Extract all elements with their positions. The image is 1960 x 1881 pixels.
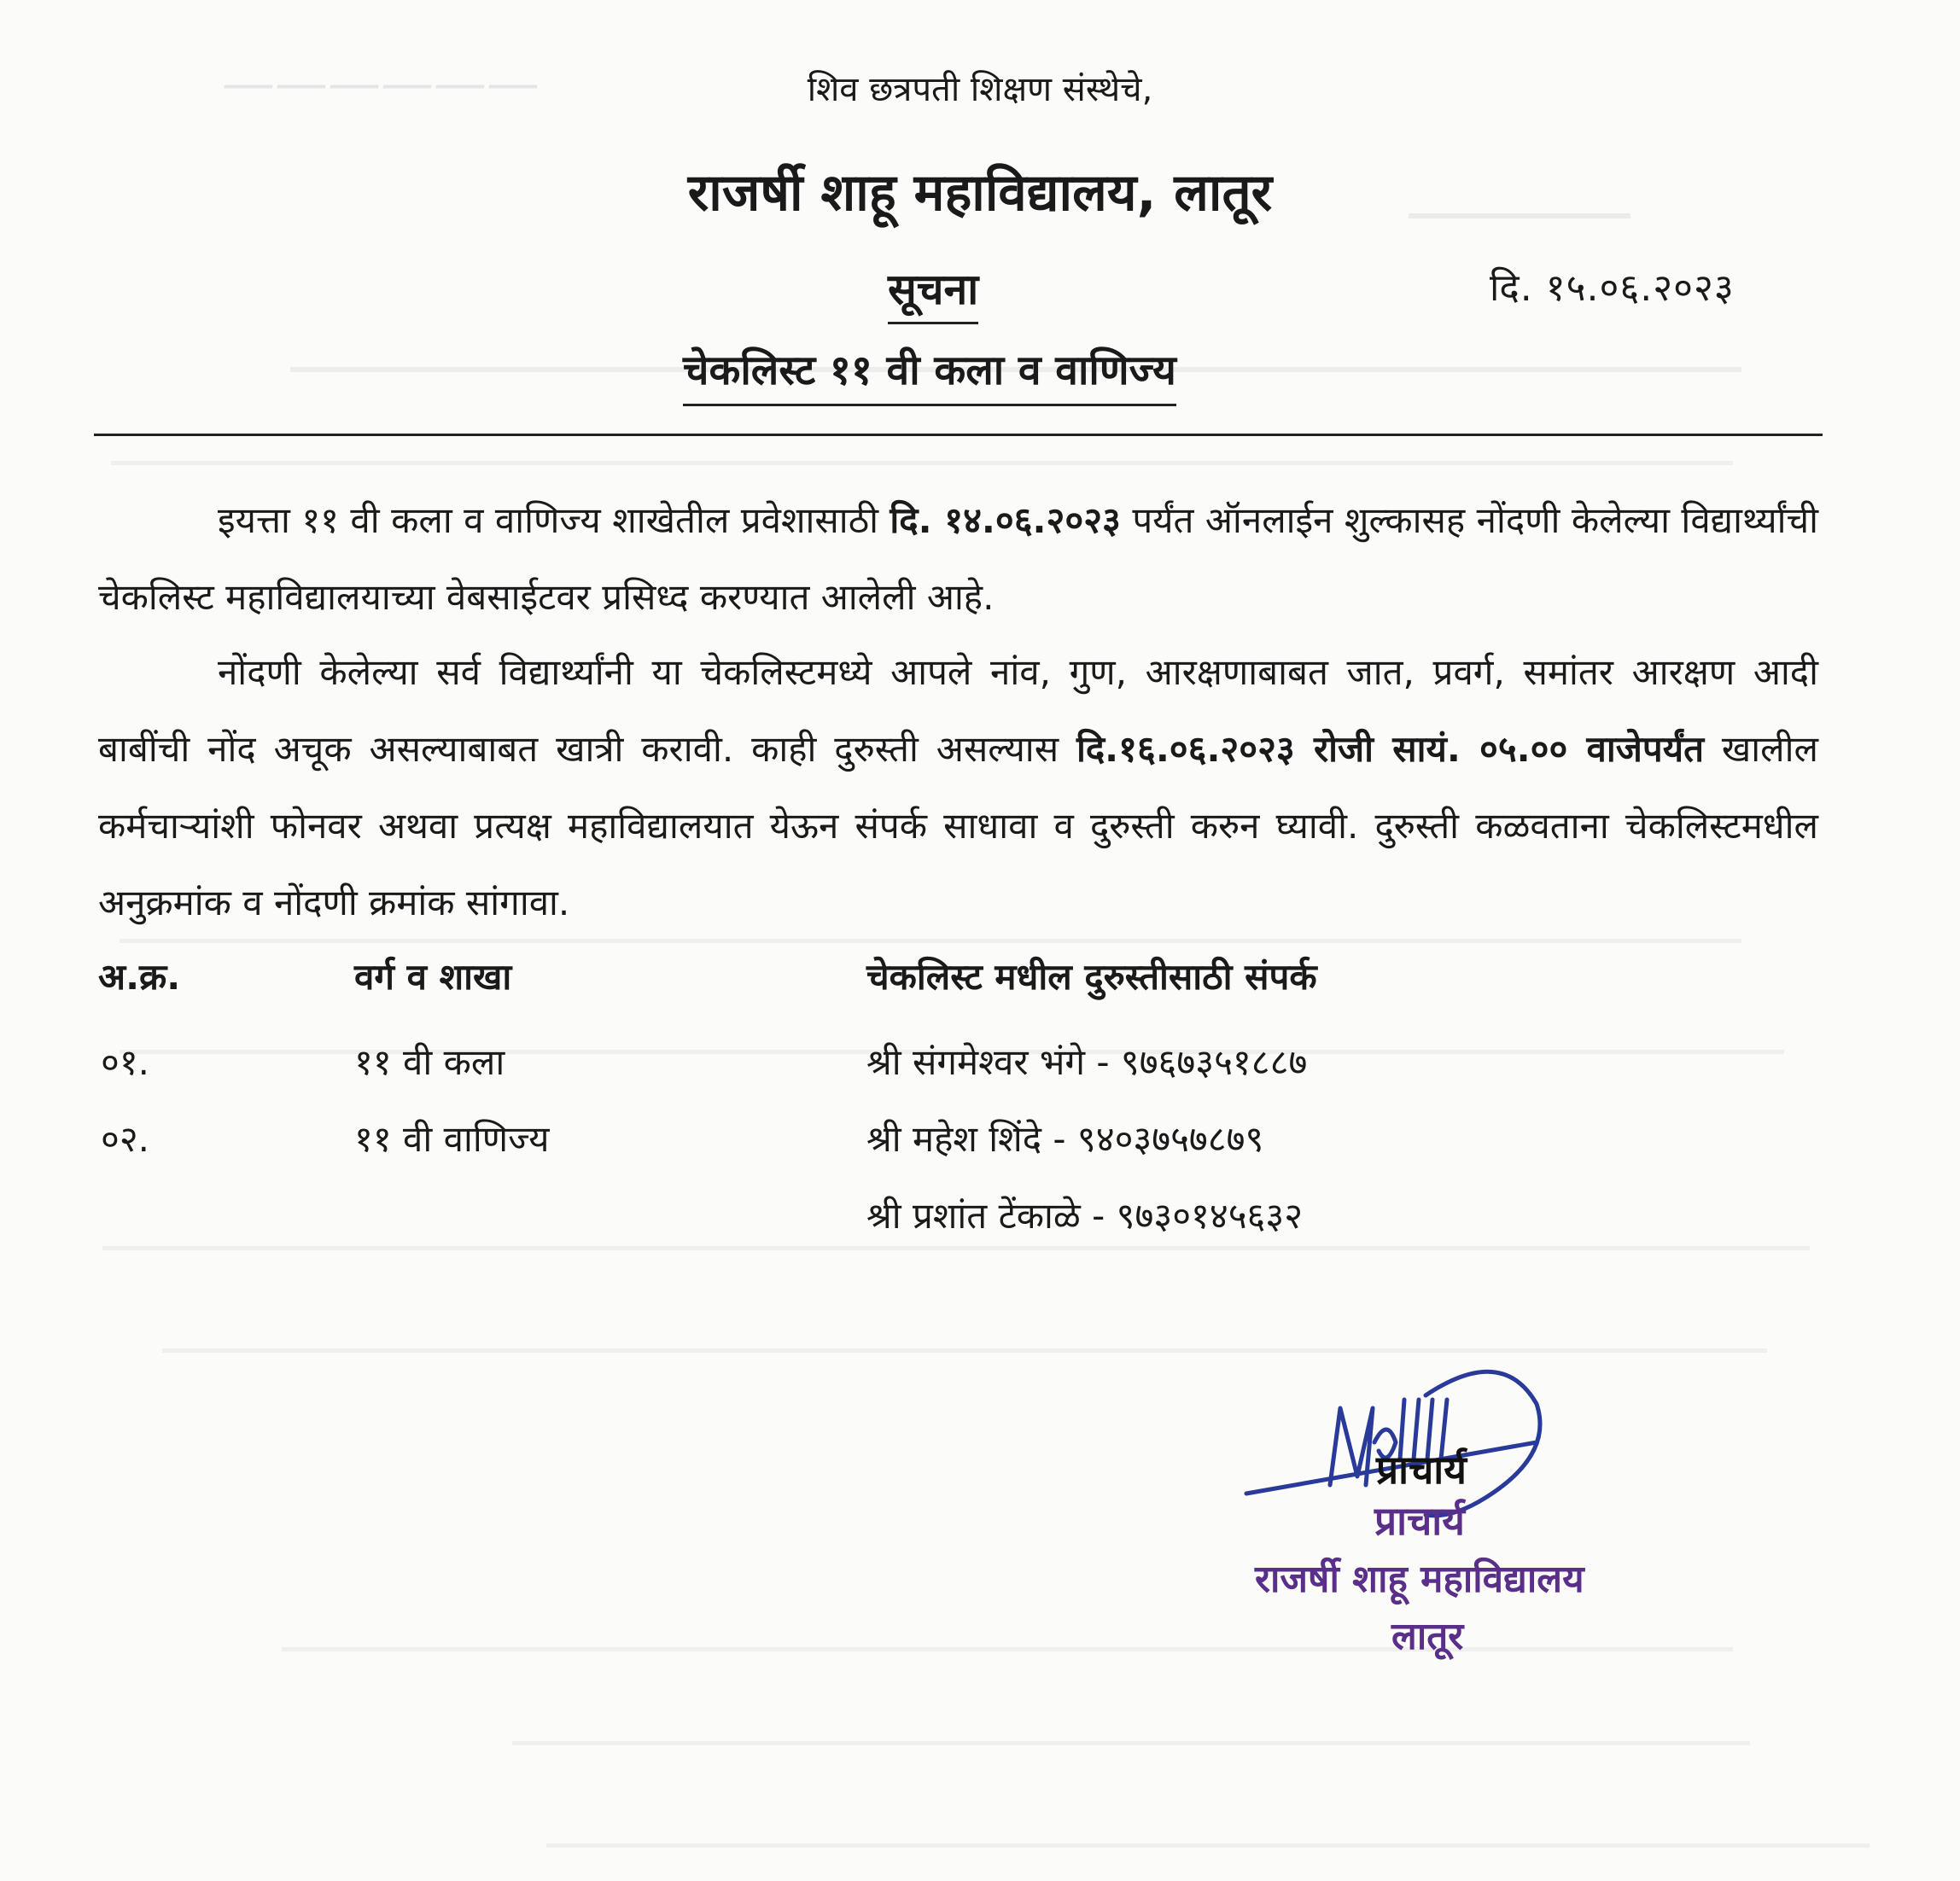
notice-title: सूचना	[888, 259, 978, 324]
show-through-texture: ——————	[0, 0, 1960, 1881]
stamp-title: प्राचार्य	[1374, 1498, 1465, 1544]
correction-deadline: दि.१६.०६.२०२३ रोजी सायं. ०५.०० वाजेपर्यंत	[1076, 728, 1705, 770]
table-header-class: वर्ग व शाखा	[354, 956, 512, 998]
table-header-sr: अ.क्र.	[98, 956, 181, 998]
table-cell-sr: ०२.	[101, 1118, 150, 1160]
college-name: राजर्षी शाहू महाविद्यालय, लातूर	[687, 163, 1273, 223]
stamp-city: लातूर	[1391, 1615, 1464, 1658]
paragraph-1-text-a: इयत्ता ११ वी कला व वाणिज्य शाखेतील प्रवेशासाठी	[218, 499, 890, 541]
table-cell-contact: श्री संगमेश्वर भंगे - ९७६७३५१८८७	[866, 1041, 1308, 1083]
paragraph-1-text-c: पर्यंत ऑनलाईन शुल्कासह नोंदणी केलेल्या विद्यार्थ्यांची चेकलिस्ट महाविद्यालयाच्या वेबसाईटवर प्रसिध्द करण्यात आलेली आहे.	[98, 499, 1819, 618]
table-cell-class: ११ वी वाणिज्य	[354, 1118, 550, 1160]
paragraph-2-text-a: नोंदणी केलेल्या सर्व विद्यार्थ्यांनी या चेकलिस्टमध्ये आपले नांव, गुण, आरक्षणाबाबत जात, प्रवर्ग, समांतर आरक्षण आदी बाबींची नोंद अचूक असल्याबाबत खात्री करावी. काही दुरुस्ती असल्यास	[98, 651, 1818, 770]
divider	[94, 434, 1823, 436]
notice-date: दि. १५.०६.२०२३	[1490, 266, 1735, 310]
paragraph-2-text-c: खालील कर्मचाऱ्यांशी फोनवर अथवा प्रत्यक्ष महाविद्यालयात येऊन संपर्क साधावा व दुरुस्ती करुन घ्यावी. दुरुस्ती कळवताना चेकलिस्टमधील अनुक्रमांक व नोंदणी क्रमांक सांगावा.	[98, 728, 1818, 923]
table-cell-contact: श्री प्रशांत टेंकाळे - ९७३०१४५६३२	[866, 1195, 1304, 1237]
paragraph-1	[98, 482, 1818, 636]
table-cell-class: ११ वी कला	[354, 1041, 505, 1083]
registration-deadline: दि. १४.०६.२०२३	[890, 499, 1121, 541]
table-cell-contact: श्री महेश शिंदे - ९४०३७५७८७९	[866, 1118, 1264, 1160]
principal-label: प्राचार्य	[1376, 1447, 1467, 1493]
paragraph-2	[98, 634, 1818, 941]
stamp-college-name: राजर्षी शाहू महाविद्यालय	[1255, 1558, 1584, 1601]
table-header-contact: चेकलिस्ट मधील दुरुस्तीसाठी संपर्क	[866, 956, 1317, 998]
organization-name: शिव छत्रपती शिक्षण संस्थेचे,	[807, 70, 1153, 109]
table-cell-sr: ०१.	[101, 1041, 150, 1083]
notice-subject: चेकलिस्ट ११ वी कला व वाणिज्य	[683, 341, 1176, 406]
